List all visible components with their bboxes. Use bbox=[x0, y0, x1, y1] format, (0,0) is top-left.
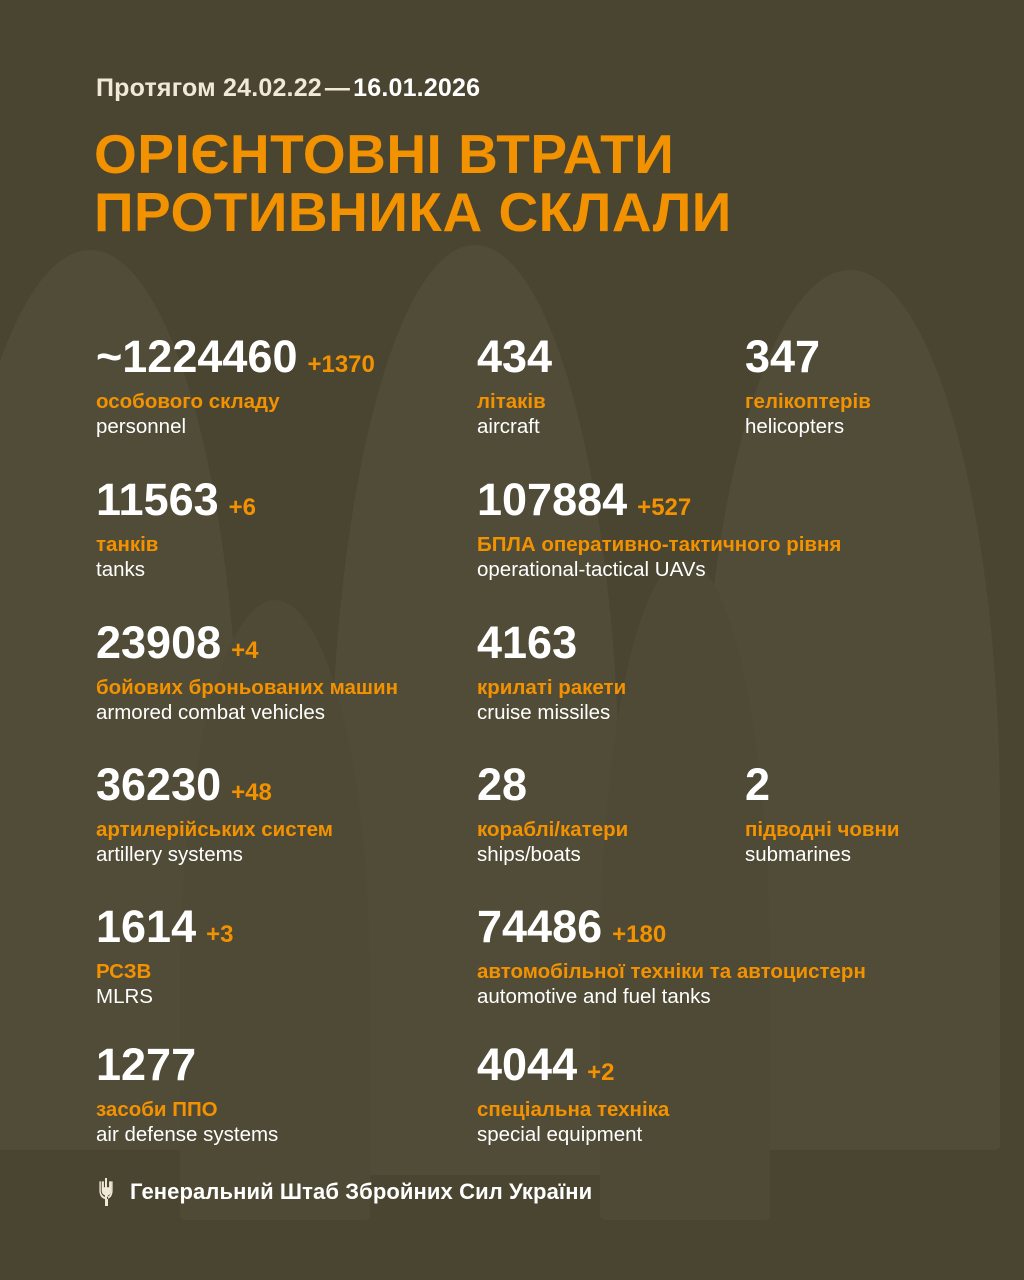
stat-item bbox=[96, 617, 399, 725]
stat-value: 4044 bbox=[477, 1039, 578, 1090]
stat-label-ua: особового складу bbox=[96, 390, 280, 413]
stat-numbers bbox=[96, 617, 398, 668]
stat-numbers bbox=[477, 901, 866, 952]
stat-label-ua: гелікоптерів bbox=[745, 390, 871, 413]
stat-numbers bbox=[96, 759, 333, 810]
stat-delta: +6 bbox=[228, 494, 257, 521]
stat-value: 11563 bbox=[96, 474, 219, 525]
stat-numbers bbox=[96, 901, 234, 952]
stat-label-ua: автомобільної техніки та автоцистерн bbox=[477, 960, 866, 983]
stat-label-ua: бойових броньованих машин bbox=[96, 676, 399, 699]
stat-label-ua: літаків bbox=[477, 390, 546, 413]
stat-item bbox=[477, 1039, 670, 1147]
stat-value: 1614 bbox=[96, 901, 197, 952]
stat-numbers bbox=[477, 474, 841, 525]
stat-value: 1277 bbox=[96, 1039, 197, 1090]
stat-value: 347 bbox=[745, 331, 821, 382]
stat-numbers bbox=[745, 759, 899, 810]
stat-label-en: cruise missiles bbox=[477, 701, 611, 725]
stat-item bbox=[477, 617, 627, 725]
stat-item bbox=[745, 331, 871, 439]
stat-label-ua: РСЗВ bbox=[96, 960, 152, 983]
stat-label-ua: артилерійських систем bbox=[96, 818, 333, 841]
stat-label-en: special equipment bbox=[477, 1123, 643, 1147]
stat-label-en: air defense systems bbox=[96, 1123, 279, 1147]
page-title-line2: ПРОТИВНИКА СКЛАЛИ bbox=[94, 181, 732, 244]
stat-item bbox=[745, 759, 900, 867]
stat-delta: +4 bbox=[231, 637, 259, 664]
stat-item bbox=[477, 331, 562, 439]
page-title-line1: ОРІЄНТОВНІ ВТРАТИ bbox=[94, 123, 675, 185]
stat-value: 107884 bbox=[477, 474, 628, 525]
stat-label-en: automotive and fuel tanks bbox=[477, 985, 711, 1009]
stat-numbers bbox=[477, 331, 562, 382]
period-end: 16.01.2026 bbox=[353, 74, 481, 102]
stat-label-en: submarines bbox=[745, 843, 851, 867]
stat-label-ua: засоби ППО bbox=[96, 1098, 218, 1121]
footer bbox=[96, 1178, 592, 1206]
stat-label-en: operational-tactical UAVs bbox=[477, 558, 706, 582]
stat-delta: +2 bbox=[587, 1059, 615, 1086]
stat-label-en: MLRS bbox=[96, 985, 153, 1009]
period-dash: — bbox=[324, 74, 351, 102]
stat-numbers bbox=[477, 1039, 669, 1090]
stat-item bbox=[96, 1039, 279, 1147]
stat-label-en: tanks bbox=[96, 558, 145, 582]
trident-icon bbox=[96, 1178, 116, 1206]
stat-item bbox=[96, 901, 234, 1009]
stat-item bbox=[96, 474, 257, 582]
stat-value: 434 bbox=[477, 331, 553, 382]
stat-delta: +527 bbox=[637, 494, 692, 521]
stat-delta: +48 bbox=[231, 779, 272, 806]
stat-label-ua: спеціальна техніка bbox=[477, 1098, 670, 1121]
stat-label-en: ships/boats bbox=[477, 843, 581, 867]
stat-label-en: helicopters bbox=[745, 415, 845, 439]
stat-numbers bbox=[477, 617, 626, 668]
stat-label-ua: танків bbox=[96, 533, 159, 556]
stat-value: 36230 bbox=[96, 759, 222, 810]
page-title bbox=[94, 125, 732, 242]
stat-label-ua: крилаті ракети bbox=[477, 676, 627, 699]
stat-value: 4163 bbox=[477, 617, 578, 668]
stat-numbers bbox=[96, 331, 375, 382]
stat-numbers bbox=[96, 474, 257, 525]
period-line bbox=[96, 74, 480, 103]
stat-value: 2 bbox=[745, 759, 771, 810]
stat-item bbox=[96, 759, 333, 867]
stat-label-ua: кораблі/катери bbox=[477, 818, 629, 841]
stat-label-en: aircraft bbox=[477, 415, 540, 439]
stat-delta: +180 bbox=[612, 921, 667, 948]
stat-value: 28 bbox=[477, 759, 528, 810]
stat-label-en: armored combat vehicles bbox=[96, 701, 326, 725]
stat-delta: +1370 bbox=[307, 351, 375, 378]
stat-numbers bbox=[477, 759, 628, 810]
period-start: Протягом 24.02.22 bbox=[96, 74, 322, 102]
stat-item bbox=[96, 331, 375, 439]
stat-item bbox=[477, 474, 842, 582]
stat-label-en: artillery systems bbox=[96, 843, 243, 867]
stat-value: 23908 bbox=[96, 617, 222, 668]
footer-text: Генеральний Штаб Збройних Сил України bbox=[130, 1179, 593, 1204]
stat-value: 74486 bbox=[477, 901, 603, 952]
stat-delta: +3 bbox=[206, 921, 234, 948]
stat-label-ua: підводні човни bbox=[745, 818, 900, 841]
stat-label-en: personnel bbox=[96, 415, 187, 439]
stat-item bbox=[477, 901, 866, 1009]
stat-item bbox=[477, 759, 629, 867]
stat-numbers bbox=[96, 1039, 278, 1090]
stat-numbers bbox=[745, 331, 871, 382]
stat-value: ~1224460 bbox=[96, 331, 298, 382]
stat-label-ua: БПЛА оперативно-тактичного рівня bbox=[477, 533, 842, 556]
